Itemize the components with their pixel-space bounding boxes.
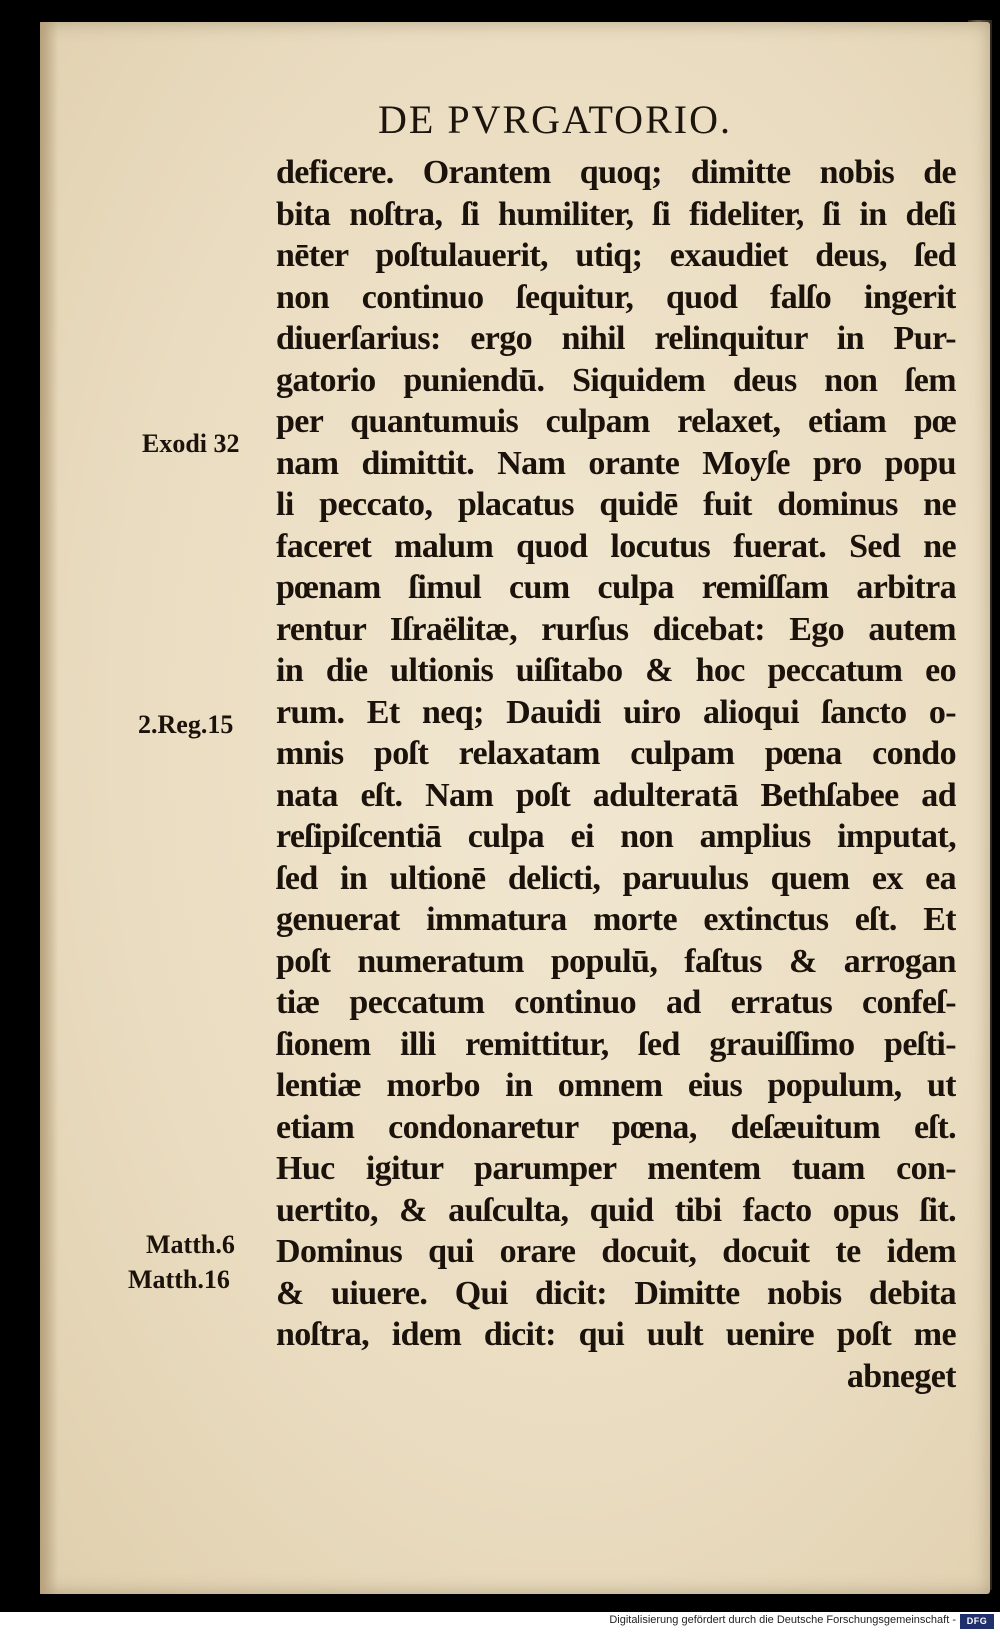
text-line: nēter poſtulauerit, utiq; exaudiet deus, ſed bbox=[276, 237, 956, 274]
text-line: rentur Iſraëlitæ, rurſus dicebat: Ego autem bbox=[276, 610, 956, 648]
text-line: nata eſt. Nam poſt adulteratā Bethſabee ad bbox=[276, 776, 956, 814]
text-line: deficere. Orantem quoq; dimitte nobis de bbox=[276, 154, 956, 191]
text-line: ſed in ultionē delicti, paruulus quem ex ea bbox=[276, 859, 956, 897]
text-line: diuerſarius: ergo nihil relinquitur in Pur- bbox=[276, 320, 956, 357]
text-line: Huc igitur parumper mentem tuam con- bbox=[276, 1150, 956, 1187]
digitization-footer bbox=[0, 1612, 1000, 1633]
margin-note: 2.Reg.15 bbox=[138, 710, 234, 739]
text-line: in die ultionis uiſitabo & hoc peccatum eo bbox=[276, 652, 956, 689]
text-line: ſionem illi remittitur, ſed grauiſſimo peſti- bbox=[276, 1025, 956, 1063]
text-line: li peccato, placatus quidē fuit dominus ne bbox=[276, 486, 956, 523]
text-line: mnis poſt relaxatam culpam pœna condo bbox=[276, 735, 956, 772]
text-line: & uiuere. Qui dicit: Dimitte nobis debita bbox=[276, 1274, 956, 1312]
text-line: abneget bbox=[846, 1357, 956, 1395]
text-line: noſtra, idem dicit: qui uult uenire poſt me bbox=[276, 1316, 956, 1353]
text-line: genuerat immatura morte extinctus eſt. Et bbox=[276, 901, 956, 938]
text-line: per quantumuis culpam relaxet, etiam pœ bbox=[276, 403, 956, 440]
text-line: non continuo ſequitur, quod falſo ingerit bbox=[276, 278, 956, 316]
text-line: Dominus qui orare docuit, docuit te idem bbox=[276, 1233, 956, 1270]
text-line: nam dimittit. Nam orante Moyſe pro popu bbox=[276, 444, 956, 482]
dfg-logo: DFG bbox=[960, 1614, 994, 1629]
margin-note: Exodi 32 bbox=[142, 429, 240, 458]
text-line: etiam condonaretur pœna, deſæuitum eſt. bbox=[276, 1108, 956, 1146]
body-text bbox=[276, 152, 956, 1397]
text-line: lentiæ morbo in omnem eius populum, ut bbox=[276, 1067, 956, 1104]
text-line: gatorio puniendū. Siquidem deus non ſem bbox=[276, 361, 956, 399]
page-edge-shadow bbox=[40, 22, 58, 1594]
running-head: DE PVRGATORIO. bbox=[378, 97, 732, 142]
text-line: pœnam ſimul cum culpa remiſſam arbitra bbox=[276, 569, 956, 606]
text-line: poſt numeratum populū, faſtus & arrogan bbox=[276, 942, 956, 980]
text-line: uertito, & auſculta, quid tibi facto opus ſit. bbox=[276, 1191, 956, 1229]
text-line: bita noſtra, ſi humiliter, ſi fideliter, ſi in deſi bbox=[276, 195, 956, 233]
footer-credit: Digitalisierung gefördert durch die Deutsche Forschungsgemeinschaft - bbox=[609, 1614, 956, 1626]
margin-note: Matth.16 bbox=[128, 1265, 230, 1294]
text-line: faceret malum quod locutus fuerat. Sed ne bbox=[276, 527, 956, 565]
text-line: rum. Et neq; Dauidi uiro alioqui ſancto o- bbox=[276, 693, 956, 731]
text-line: tiæ peccatum continuo ad erratus confeſ- bbox=[276, 984, 956, 1021]
margin-note: Matth.6 bbox=[146, 1230, 235, 1259]
text-line: reſipiſcentiā culpa ei non amplius imputat, bbox=[276, 818, 956, 855]
